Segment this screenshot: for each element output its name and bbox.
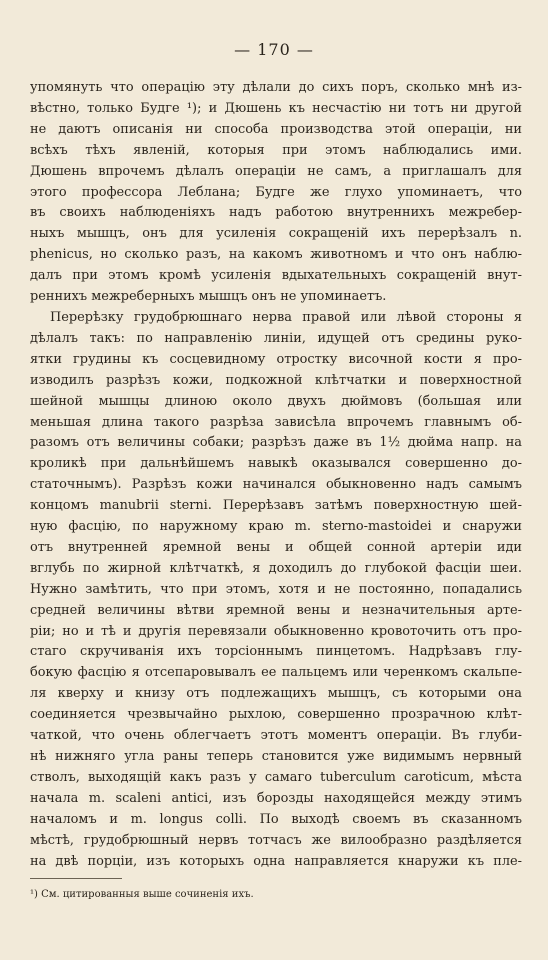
text-line: вѣстно, только Будге ¹); и Дюшень къ несчастію ни тотъ ни другой: [30, 100, 522, 116]
text-line: изводилъ разрѣзъ кожи, подкожной клѣтчатки и поверхностной: [30, 372, 522, 388]
text-line: въ своихъ наблюденіяхъ надъ работою внутреннихъ межребер-: [30, 205, 522, 221]
text-line: не даютъ описанія ни способа производства этой операціи, ни: [30, 121, 522, 137]
body-text: [30, 78, 522, 872]
text-line: phenicus, но сколько разъ, на какомъ животномъ и что онъ наблю-: [30, 247, 522, 263]
text-line: чаткой, что очень облегчаетъ этотъ моментъ операціи. Въ глуби-: [30, 728, 522, 744]
text-line: концомъ manubrii sterni. Перерѣзавъ затѣмъ поверхностную шей-: [30, 498, 522, 514]
text-line: Дюшень впрочемъ дѣлалъ операціи не самъ, а приглашалъ для: [30, 163, 522, 179]
text-line: дѣлалъ такъ: по направленію линіи, идущей отъ средины руко-: [30, 330, 522, 346]
text-line: началомъ и m. longus colli. По выходѣ своемъ въ сказанномъ: [30, 811, 522, 827]
text-line: разомъ отъ величины собаки; разрѣзъ даже въ 1½ дюйма напр. на: [30, 435, 522, 451]
text-line: кроликѣ при дальнѣйшемъ навыкѣ оказывался совершенно до-: [30, 456, 522, 472]
text-line: средней величины вѣтви яремной вены и незначительныя арте-: [30, 602, 522, 618]
text-line: ятки грудины къ сосцевидному отростку височной кости я про-: [30, 351, 522, 367]
text-line: далъ при этомъ кромѣ усиленія вдыхательныхъ сокращеній внут-: [30, 268, 522, 284]
text-line: ріи; но и тѣ и другія перевязали обыкновенно кровоточить отъ про-: [30, 623, 522, 639]
text-line: соединяется чрезвычайно рыхлою, совершенно прозрачною клѣт-: [30, 707, 522, 723]
text-line: бокую фасцію я отсепаровывалъ ее пальцемъ или черенкомъ скальпе-: [30, 665, 522, 681]
text-line: мѣстѣ, грудобрюшный нервъ тотчасъ же вилообразно раздѣляется: [30, 832, 522, 848]
text-line: этого профессора Леблана; Будге же глухо упоминаетъ, что: [30, 184, 522, 200]
text-line: Нужно замѣтить, что при этомъ, хотя и не постоянно, попадались: [30, 581, 522, 597]
text-line: Перерѣзку грудобрюшнаго нерва правой или лѣвой стороны я: [50, 309, 522, 325]
text-line: статочнымъ). Разрѣзъ кожи начинался обыкновенно надъ самымъ: [30, 477, 522, 493]
text-line: всѣхъ тѣхъ явленій, которыя при этомъ наблюдались ими.: [30, 142, 522, 158]
footnote: ¹) См. цитированныя выше сочиненія ихъ.: [30, 889, 254, 900]
text-line: упомянуть что операцію эту дѣлали до сихъ поръ, сколько мнѣ из-: [30, 80, 522, 95]
text-line: отъ внутренней яремной вены и общей сонной артеріи иди: [30, 539, 522, 555]
page-number: — 170 —: [234, 40, 314, 59]
text-line: вглубь по жирной клѣтчаткѣ, я доходилъ до глубокой фасціи шеи.: [30, 560, 522, 576]
text-line: меньшая длина такого разрѣза зависѣла впрочемъ главнымъ об-: [30, 414, 522, 430]
text-line: ля кверху и книзу отъ подлежащихъ мышцъ, съ которыми она: [30, 686, 522, 702]
text-line: стаго скручиванія ихъ торсіоннымъ пинцетомъ. Надрѣзавъ глу-: [30, 644, 522, 660]
text-line: начала m. scaleni antici, изъ борозды находящейся между этимъ: [30, 790, 522, 806]
text-line: нѣ нижняго угла раны теперь становится уже видимымъ нервный: [30, 749, 522, 764]
text-line: реннихъ межреберныхъ мышцъ онъ не упоминаетъ.: [30, 289, 387, 305]
footnote-rule: [30, 878, 122, 879]
text-line: ную фасцію, по наружному краю m. sterno-mastoidei и снаружи: [30, 519, 522, 535]
text-line: стволъ, выходящій какъ разъ у самаго tuberculum caroticum, мѣста: [30, 769, 522, 785]
text-line: ныхъ мышцъ, онъ для усиленія сокращеній ихъ перерѣзалъ n.: [30, 226, 522, 242]
text-line: на двѣ порціи, изъ которыхъ одна направляется кнаружи къ пле-: [30, 853, 522, 869]
text-line: шейной мышцы длиною около двухъ дюймовъ (большая или: [30, 393, 522, 409]
